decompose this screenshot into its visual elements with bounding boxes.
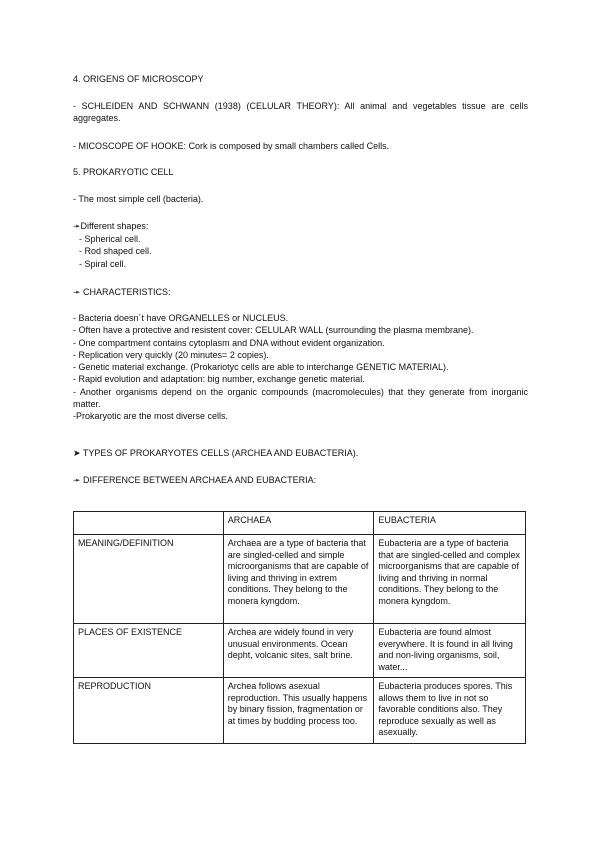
shapes-heading: ➛Different shapes:	[73, 221, 149, 231]
cell-archaea-meaning: Archaea are a type of bacteria that are singled-celled and simple microorganisms that are capable of living and thriving in extrem conditions. They belong to the monera kyngdom.	[223, 535, 374, 624]
table-row	[74, 624, 526, 678]
cell-eubacteria-meaning: Eubacteria are a type of bacteria that are singled-celled and complex microorganisms that are capable of living and thriving in normal conditions. They belong to the monera kyngdom.	[374, 535, 526, 624]
cell-eubacteria-reproduction: Eubacteria produces spores. This allows them to live in not so favorable conditions also. They reproduce sexually as well as asexually.	[374, 678, 526, 744]
types-line: ➤ TYPES OF PROKARYOTES CELLS (ARCHEA AND EUBACTERIA).	[73, 448, 359, 458]
cell-eubacteria-places: Eubacteria are found almost everywhere. It is found in all living and non-living organisms, soil, water...	[374, 624, 526, 678]
characteristic-item: - Bacteria doesn´t have ORGANELLES or NUCLEUS.	[73, 313, 289, 323]
shape-item-spherical: - Spherical cell.	[79, 234, 141, 244]
characteristics-list	[73, 312, 528, 423]
simple-cell-line: - The most simple cell (bacteria).	[73, 194, 204, 204]
table-header-row	[74, 512, 526, 535]
table-row	[74, 678, 526, 744]
table-row	[74, 535, 526, 624]
table-header-eubacteria: EUBACTERIA	[374, 512, 526, 535]
cell-archaea-reproduction: Archea follows asexual reproduction. This usually happens by binary fission, fragmentation or at times by budding process too.	[223, 678, 374, 744]
row-label-places: PLACES OF EXISTENCE	[74, 624, 224, 678]
characteristic-item: - Often have a protective and resistent cover: CELULAR WALL (surrounding the plasma membrane).	[73, 325, 474, 336]
shape-item-rod: - Rod shaped cell.	[79, 246, 152, 257]
difference-heading: ➛ DIFFERENCE BETWEEN ARCHAEA AND EUBACTERIA:	[73, 475, 317, 485]
characteristics-heading: ➛ CHARACTERISTICS:	[73, 287, 171, 297]
table-header-archaea: ARCHAEA	[223, 512, 374, 535]
section-5-heading: 5. PROKARYOTIC CELL	[73, 167, 174, 177]
characteristic-item: - Rapid evolution and adaptation: big number, exchange genetic material.	[73, 374, 365, 385]
shape-item-spiral: - Spiral cell.	[79, 258, 127, 269]
characteristic-item: - Genetic material exchange. (Prokariotyc cells are able to interchange GENETIC MATERIAL).	[73, 362, 449, 373]
cell-archaea-places: Archea are widely found in very unusual environments. Ocean depht, volcanic sites, salt brine.	[223, 624, 374, 678]
characteristic-item: - Replication very quickly (20 minutes= 2 copies).	[73, 349, 269, 360]
section-4-heading: 4. ORIGENS OF MICROSCOPY	[73, 74, 204, 84]
shapes-list	[79, 233, 152, 270]
table-header-empty	[74, 512, 224, 535]
characteristic-item: -Prokaryotic are the most diverse cells.	[73, 411, 229, 422]
characteristic-item: - Another organisms depend on the organic compounds (macromolecules) that they generate from inorganic matter.	[73, 386, 528, 410]
hooke-paragraph: - MICOSCOPE OF HOOKE: Cork is composed by small chambers called Cells.	[73, 141, 390, 151]
comparison-table	[73, 511, 526, 744]
schleiden-schwann-paragraph: - SCHLEIDEN AND SCHWANN (1938) (CELULAR THEORY): All animal and vegetables tissue are cells aggregates.	[73, 101, 528, 123]
characteristic-item: - One compartment contains cytoplasm and DNA without evident organization.	[73, 337, 385, 348]
row-label-meaning: MEANING/DEFINITION	[74, 535, 224, 624]
row-label-reproduction: REPRODUCTION	[74, 678, 224, 744]
